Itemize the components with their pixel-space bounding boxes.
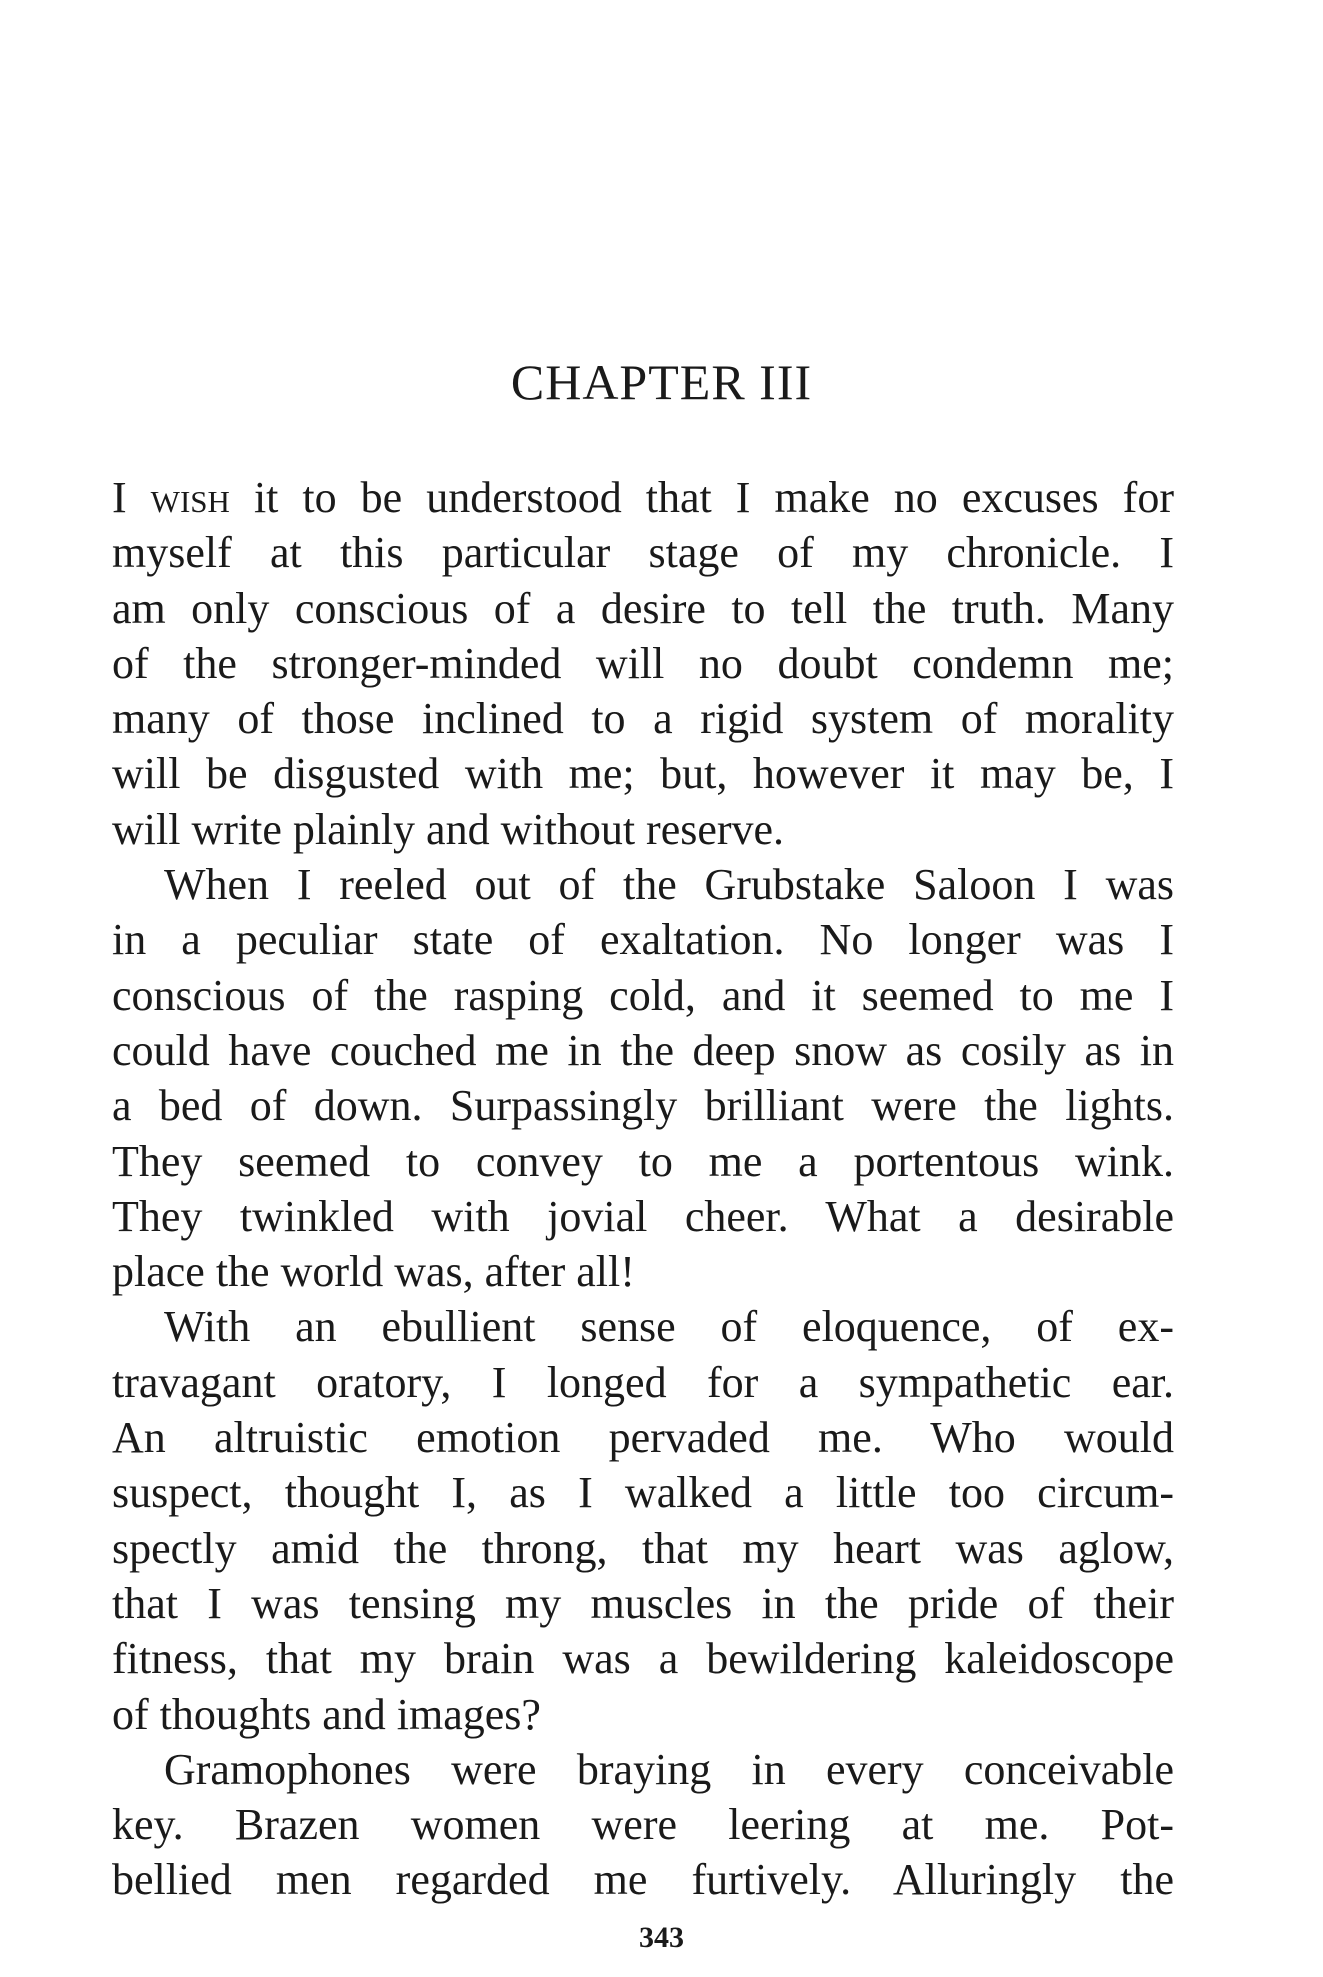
text-line: place the world was, after all! bbox=[112, 1247, 635, 1297]
text-line: With an ebullient sense of eloquence, of ex- bbox=[164, 1302, 1174, 1352]
chapter-title: CHAPTER III bbox=[510, 354, 813, 410]
page-number: 343 bbox=[639, 1921, 684, 1954]
text-line: They twinkled with jovial cheer. What a desirable bbox=[112, 1191, 1174, 1241]
text-line: of the stronger-minded will no doubt condemn me; bbox=[112, 638, 1174, 688]
text-line: of thoughts and images? bbox=[112, 1689, 541, 1739]
text-line: They seemed to convey to me a portentous wink. bbox=[112, 1136, 1174, 1186]
text-line-content: it to be understood that I make no excuses for bbox=[253, 473, 1174, 522]
text-line: myself at this particular stage of my chronicle. I bbox=[112, 528, 1174, 578]
text-line: could have couched me in the deep snow as cosily as in bbox=[112, 1025, 1174, 1075]
text-line: in a peculiar state of exaltation. No longer was I bbox=[112, 915, 1174, 965]
opening-small-caps: I wish bbox=[112, 473, 230, 522]
text-line: spectly amid the throng, that my heart was aglow, bbox=[112, 1523, 1174, 1573]
text-line: travagant oratory, I longed for a sympathetic ear. bbox=[112, 1357, 1174, 1407]
text-line: conscious of the rasping cold, and it seemed to me I bbox=[112, 970, 1174, 1020]
text-line: key. Brazen women were leering at me. Pot- bbox=[112, 1800, 1174, 1850]
text-line: will write plainly and without reserve. bbox=[112, 804, 785, 854]
text-line: suspect, thought I, as I walked a little too circum- bbox=[112, 1468, 1174, 1518]
text-line: bellied men regarded me furtively. Alluringly the bbox=[112, 1855, 1174, 1905]
chapter-body bbox=[112, 470, 1174, 1908]
text-line: When I reeled out of the Grubstake Saloon I was bbox=[164, 860, 1174, 910]
text-line: many of those inclined to a rigid system of morality bbox=[112, 694, 1174, 744]
text-line: am only conscious of a desire to tell the truth. Many bbox=[112, 583, 1174, 633]
text-line: a bed of down. Surpassingly brilliant were the lights. bbox=[112, 1081, 1174, 1131]
text-line: An altruistic emotion pervaded me. Who would bbox=[112, 1413, 1174, 1463]
text-line: will be disgusted with me; but, however it may be, I bbox=[112, 749, 1174, 799]
text-line bbox=[112, 470, 1174, 525]
text-line: that I was tensing my muscles in the pride of their bbox=[112, 1578, 1174, 1628]
text-line: Gramophones were braying in every conceivable bbox=[164, 1744, 1174, 1794]
text-line: fitness, that my brain was a bewildering kaleidoscope bbox=[112, 1634, 1174, 1684]
